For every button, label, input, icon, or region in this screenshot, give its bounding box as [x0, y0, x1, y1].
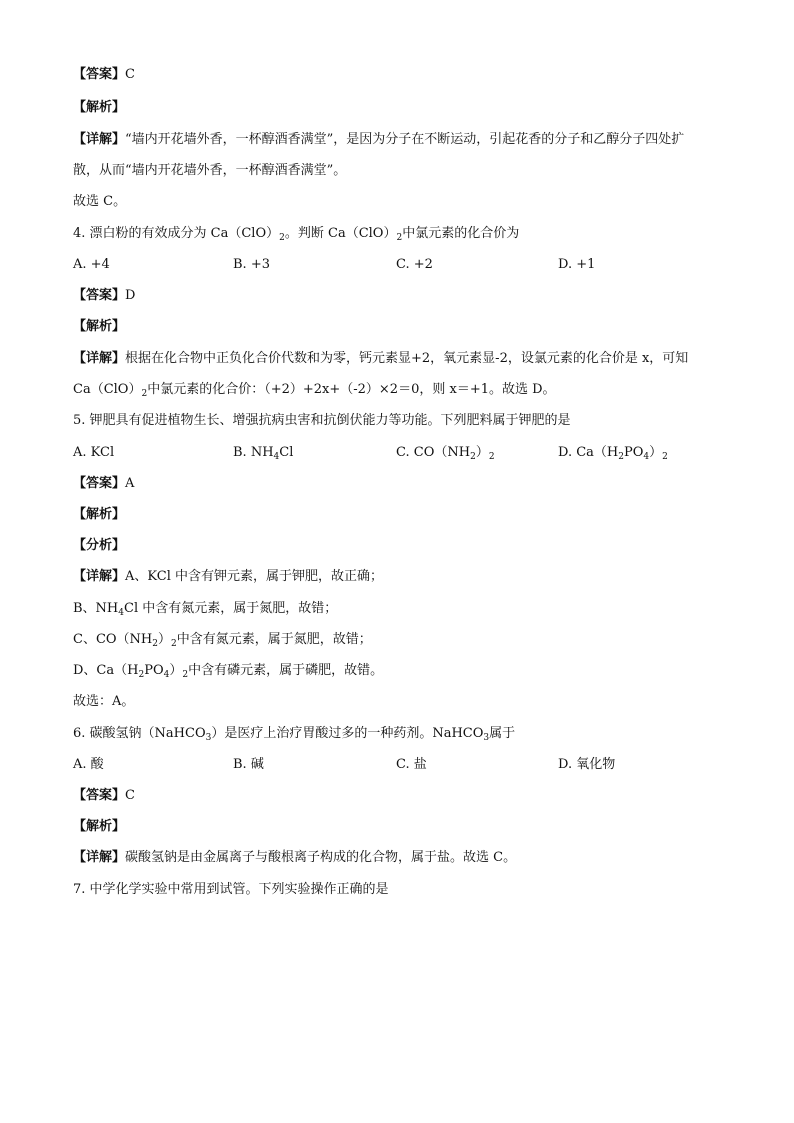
q4-option-a: A. +4 — [73, 257, 110, 272]
q5-detail-line-2 — [73, 600, 337, 618]
q4-option-c: C. +2 — [396, 257, 433, 272]
q4-stem-part: 4. 漂白粉的有效成分为 Ca（ClO） — [73, 226, 280, 241]
q4-option-d: D. +1 — [558, 257, 596, 272]
detail-text: 中含有磷元素，属于磷肥，故错。 — [188, 663, 384, 678]
detail-text: ） — [158, 632, 172, 647]
subscript: 4 — [273, 452, 280, 462]
q6-answer-line — [73, 787, 135, 805]
q4-option-b: B. +3 — [233, 257, 270, 272]
subscript: 2 — [171, 639, 177, 649]
q6-stem-part: ）是医疗上治疗胃酸过多的一种药剂。NaHCO — [211, 726, 484, 741]
q4-stem — [73, 225, 519, 243]
detail-text: Cl 中含有氮元素，属于氮肥，故错； — [124, 601, 338, 616]
subscript: 2 — [182, 670, 189, 680]
option-text: ） — [649, 445, 663, 460]
q6-stem-part: 属于 — [489, 726, 516, 741]
option-text: D. Ca（H — [558, 445, 619, 460]
subscript: 2 — [396, 233, 403, 243]
subscript: 2 — [488, 452, 495, 462]
subscript: 4 — [163, 670, 170, 680]
q5-answer-line — [73, 475, 134, 493]
option-text: ） — [475, 445, 489, 460]
detail-text: 中含有氮元素，属于氮肥，故错； — [176, 632, 372, 647]
subscript: 2 — [618, 452, 624, 462]
q6-option-c: C. 盐 — [396, 757, 427, 772]
answer-tag: 【答案】 — [73, 288, 126, 303]
q3-analysis-tag: 【解析】 — [73, 100, 126, 115]
detail-text: ） — [169, 663, 183, 678]
q5-option-b — [233, 444, 293, 462]
q3-detail-line-1 — [73, 131, 684, 149]
subscript: 2 — [662, 452, 668, 462]
q7-stem: 7. 中学化学实验中常用到试管。下列实验操作正确的是 — [73, 882, 389, 897]
detail-tag: 【详解】 — [73, 132, 126, 147]
q6-option-a: A. 酸 — [73, 757, 104, 772]
detail-text: “墙内开花墙外香，一杯醇酒香满堂”，是因为分子在不断运动，引起花香的分子和乙醇分子四处扩 — [125, 132, 685, 147]
subscript: 2 — [470, 452, 476, 462]
detail-text: PO — [144, 663, 164, 678]
answer-value: D — [125, 288, 136, 303]
q5-option-d — [558, 444, 668, 462]
q5-option-a: A. KCl — [73, 445, 115, 460]
answer-tag: 【答案】 — [73, 67, 126, 82]
subscript: 2 — [152, 639, 158, 649]
q6-analysis-tag: 【解析】 — [73, 819, 126, 834]
q6-stem-part: 6. 碳酸氢钠（NaHCO — [73, 726, 206, 741]
q5-detail-line-1 — [73, 568, 383, 586]
q5-fenxi-tag: 【分析】 — [73, 538, 126, 553]
detail-text: A、KCl 中含有钾元素，属于钾肥，故正确； — [125, 569, 384, 584]
q4-detail-line-2 — [73, 381, 556, 399]
subscript: 3 — [483, 733, 490, 743]
detail-text: 碳酸氢钠是由金属离子与酸根离子构成的化合物，属于盐。故选 C。 — [125, 850, 517, 865]
q5-stem: 5. 钾肥具有促进植物生长、增强抗病虫害和抗倒伏能力等功能。下列肥料属于钾肥的是 — [73, 413, 571, 428]
q3-detail-line-2: 散，从而“墙内开花墙外香，一杯醇酒香满堂”。 — [73, 163, 347, 178]
detail-text: 根据在化合物中正负化合价代数和为零，钙元素显+2，氧元素显-2，设氯元素的化合价是 x，可知 — [125, 351, 689, 366]
answer-tag: 【答案】 — [73, 788, 126, 803]
detail-text: D、Ca（H — [73, 663, 139, 678]
q6-stem — [73, 725, 515, 743]
detail-tag: 【详解】 — [73, 351, 126, 366]
detail-tag: 【详解】 — [73, 569, 126, 584]
detail-text: C、CO（NH — [73, 632, 153, 647]
q5-detail-line-4 — [73, 662, 383, 680]
detail-text: Ca（ClO） — [73, 382, 142, 397]
option-text: B. NH — [233, 445, 274, 460]
q4-analysis-tag: 【解析】 — [73, 319, 126, 334]
answer-value: C — [125, 788, 135, 803]
q4-stem-part: 中氯元素的化合价为 — [402, 226, 520, 241]
option-text: PO — [624, 445, 644, 460]
answer-value: C — [125, 67, 135, 82]
q4-answer-line — [73, 287, 135, 305]
q5-conclusion: 故选：A。 — [73, 694, 135, 709]
subscript: 4 — [643, 452, 650, 462]
q5-option-c — [396, 444, 495, 462]
q4-detail-line-1 — [73, 350, 688, 368]
option-text: C. CO（NH — [396, 445, 471, 460]
detail-text: 中氯元素的化合价：（+2）+2x+（-2）×2＝0，则 x＝+1。故选 D。 — [147, 382, 556, 397]
detail-text: B、NH — [73, 601, 119, 616]
q3-conclusion: 故选 C。 — [73, 194, 127, 209]
q3-answer-line — [73, 66, 135, 84]
q6-option-b: B. 碱 — [233, 757, 264, 772]
option-text: Cl — [279, 445, 294, 460]
subscript: 2 — [138, 670, 145, 680]
subscript: 2 — [279, 233, 285, 243]
detail-tag: 【详解】 — [73, 850, 126, 865]
answer-tag: 【答案】 — [73, 476, 126, 491]
q6-option-d: D. 氧化物 — [558, 757, 616, 772]
answer-value: A — [125, 476, 135, 491]
q6-detail-line — [73, 849, 516, 867]
subscript: 2 — [141, 389, 148, 399]
q5-analysis-tag: 【解析】 — [73, 507, 126, 522]
q5-detail-line-3 — [73, 631, 372, 649]
subscript: 4 — [118, 608, 124, 618]
subscript: 3 — [205, 733, 212, 743]
q4-stem-part: 。判断 Ca（ClO） — [284, 226, 397, 241]
